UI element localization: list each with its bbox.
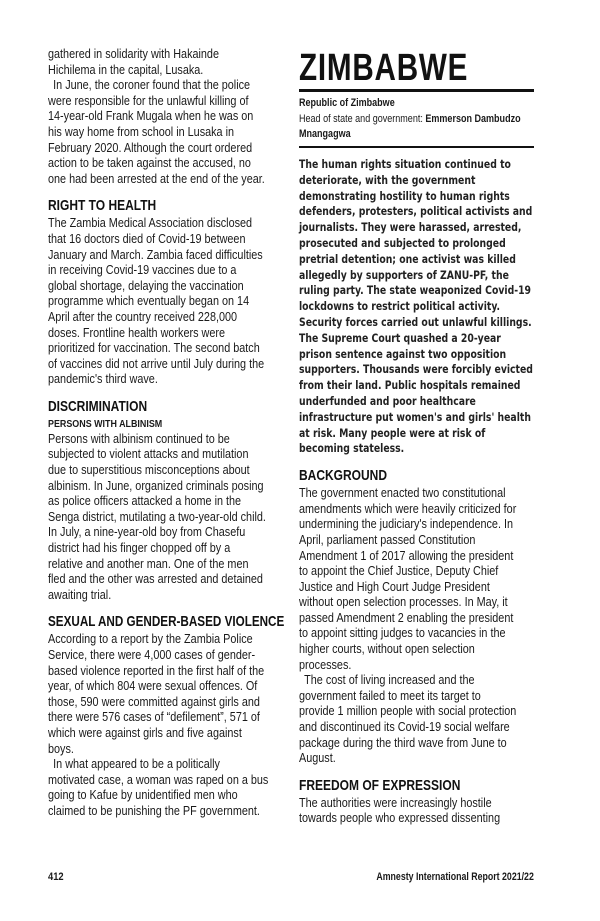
text-line: prosecuted and subjected to prolonged bbox=[299, 236, 506, 250]
text-line: The government enacted two constitutional bbox=[299, 486, 506, 501]
text-line: in receiving Covid-19 vaccines due to a bbox=[48, 263, 237, 278]
right-column bbox=[299, 157, 535, 827]
text-line: prioritized for vaccination. The second batch bbox=[48, 341, 260, 356]
text-line: package during the third wave from June to bbox=[299, 735, 507, 750]
text-line: Security forces carried out unlawful killings. bbox=[299, 315, 532, 329]
text-line: Justice and High Court Judge President bbox=[299, 579, 490, 594]
text-line: at risk. Many people were at risk of bbox=[299, 426, 486, 440]
text-line: April, parliament passed Constitution bbox=[299, 532, 476, 547]
report-title: Amnesty International Report 2021/22 bbox=[376, 871, 534, 883]
text-line: to appoint the Chief Justice, Deputy Chief bbox=[299, 564, 499, 579]
head-of-state-name: Emmerson Dambudzo bbox=[425, 112, 521, 125]
text-line: The human rights situation continued to bbox=[299, 158, 511, 171]
text-line: going to Kafue by unidentified men who bbox=[48, 788, 238, 803]
left-column bbox=[48, 47, 284, 820]
country-title: ZIMBABWE bbox=[299, 47, 469, 89]
title-rule bbox=[299, 89, 534, 92]
text-line: defenders, protesters, political activists and bbox=[299, 205, 533, 219]
info-rule bbox=[299, 146, 534, 148]
text-line: The Supreme Court quashed a 20-year bbox=[299, 331, 501, 345]
text-line: pretrial detention; one activist was killed bbox=[299, 252, 516, 266]
text-line: due to superstitious misconceptions about bbox=[48, 463, 250, 478]
text-line: programme which eventually began on 14 bbox=[48, 294, 250, 309]
country-info bbox=[299, 96, 535, 143]
text-line: doses. Frontline health workers were bbox=[48, 325, 225, 340]
text-line: gathered in solidarity with Hakainde bbox=[48, 47, 219, 61]
text-line: Service, there were 4,000 cases of gender- bbox=[48, 648, 256, 662]
text-line: February 2020. Although the court ordered bbox=[48, 140, 253, 155]
paragraph bbox=[299, 486, 535, 673]
paragraph bbox=[48, 78, 284, 187]
paragraph bbox=[48, 432, 284, 604]
text-line: In what appeared to be a politically bbox=[53, 757, 220, 772]
text-line: ruling party. The state weaponized Covid-19 bbox=[299, 284, 532, 298]
text-line: higher courts, without open selection bbox=[299, 642, 475, 657]
section-heading: RIGHT TO HEALTH bbox=[48, 197, 157, 215]
text-line: subjected to violent attacks and mutilation bbox=[48, 447, 249, 462]
text-line: demonstrating hostility to human rights bbox=[299, 189, 510, 203]
text-line: deteriorate, with the government bbox=[299, 173, 476, 187]
text-line: processes. bbox=[299, 657, 352, 672]
head-of-state-label: Head of state and government: bbox=[299, 112, 426, 125]
text-line: boys. bbox=[48, 741, 74, 756]
text-line: undermining the judiciary's independence. In bbox=[299, 517, 514, 532]
text-line: his way home from school in Lusaka in bbox=[48, 124, 235, 139]
paragraph bbox=[48, 757, 284, 819]
text-line: The Zambia Medical Association disclosed bbox=[48, 216, 253, 231]
text-line: In July, a nine-year-old boy from Chasefu bbox=[48, 525, 246, 540]
section-heading: DISCRIMINATION bbox=[48, 397, 148, 415]
paragraph bbox=[48, 632, 284, 757]
text-line: without open selection processes. In May, it bbox=[299, 595, 508, 610]
text-line: becoming stateless. bbox=[299, 442, 405, 456]
text-line: those, 590 were committed against girls and bbox=[48, 694, 260, 709]
text-line: fled and the other was arrested and detained bbox=[48, 572, 263, 587]
text-line: journalists. They were harassed, arrested, bbox=[299, 221, 522, 235]
text-line: The cost of living increased and the bbox=[304, 673, 475, 688]
text-line: In June, the coroner found that the police bbox=[53, 78, 251, 93]
text-line: motivated case, a woman was raped on a bus bbox=[48, 772, 269, 787]
text-line: infrastructure put women's and girls' health bbox=[299, 410, 531, 424]
text-line: 14-year-old Frank Mugala when he was on bbox=[48, 109, 254, 124]
text-line: passed Amendment 2 enabling the president bbox=[299, 610, 514, 625]
text-line: one had been arrested at the end of the year. bbox=[48, 171, 265, 186]
text-line: as police officers attacked a home in the bbox=[48, 494, 242, 509]
text-line: albinism. In June, organized criminals posing bbox=[48, 478, 264, 493]
text-line: relative and another man. One of the men bbox=[48, 556, 249, 571]
text-line: supporters. Thousands were forcibly evicted bbox=[299, 363, 533, 377]
head-of-state-name-cont: Mnangagwa bbox=[299, 128, 351, 140]
text-line: January and March. Zambia faced difficulties bbox=[48, 247, 263, 262]
text-line: from their land. Public hospitals remained bbox=[299, 379, 521, 393]
paragraph bbox=[48, 47, 284, 78]
text-line: underfunded and poor healthcare bbox=[299, 394, 476, 408]
text-line: to appoint sitting judges to vacancies in the bbox=[299, 626, 506, 641]
intro-paragraph bbox=[299, 157, 535, 457]
section-heading: FREEDOM OF EXPRESSION bbox=[299, 776, 461, 794]
text-line: Hichilema in the capital, Lusaka. bbox=[48, 62, 204, 77]
text-line: Senga district, mutilating a two-year-old child. bbox=[48, 509, 266, 524]
text-line: and discontinued its Covid-19 social welfare bbox=[299, 720, 510, 735]
text-line: amendments which were heavily criticized for bbox=[299, 501, 517, 516]
paragraph bbox=[48, 216, 284, 388]
text-line: were responsible for the unlawful killing of bbox=[48, 93, 249, 108]
text-line: The authorities were increasingly hostile bbox=[299, 795, 492, 810]
text-line: of vaccines did not arrive until July during the bbox=[48, 356, 265, 371]
section-heading: SEXUAL AND GENDER-BASED VIOLENCE bbox=[48, 613, 285, 631]
text-line: which were against girls and five against bbox=[48, 725, 242, 740]
text-line: that 16 doctors died of Covid-19 between bbox=[48, 231, 246, 246]
text-line: August. bbox=[299, 751, 336, 766]
text-line: Amendment 1 of 2017 allowing the president bbox=[299, 548, 514, 563]
text-line: district had his finger chopped off by a bbox=[48, 541, 231, 556]
text-line: claimed to be punishing the PF government. bbox=[48, 803, 260, 818]
text-line: lockdowns to restrict political activity. bbox=[299, 300, 501, 314]
text-line: awaiting trial. bbox=[48, 587, 112, 602]
text-line: year, of which 804 were sexual offences. Of bbox=[48, 679, 258, 694]
text-line: pandemic's third wave. bbox=[48, 372, 158, 387]
text-line: Persons with albinism continued to be bbox=[48, 431, 230, 446]
text-line: prison sentence against two opposition bbox=[299, 347, 507, 361]
paragraph bbox=[299, 796, 535, 827]
subsection-heading: PERSONS WITH ALBINISM bbox=[48, 417, 163, 430]
text-line: According to a report by the Zambia Police bbox=[48, 632, 253, 647]
page-number: 412 bbox=[48, 871, 64, 883]
official-name: Republic of Zimbabwe bbox=[299, 97, 395, 109]
text-line: based violence reported in the first half of the bbox=[48, 663, 265, 678]
text-line: towards people who expressed dissenting bbox=[299, 811, 501, 826]
paragraph bbox=[299, 673, 535, 767]
section-heading: BACKGROUND bbox=[299, 467, 387, 485]
text-line: provide 1 million people with social protection bbox=[299, 704, 517, 719]
text-line: government failed to meet its target to bbox=[299, 688, 481, 703]
text-line: action to be taken against the accused, no bbox=[48, 156, 251, 171]
text-line: allegedly by supporters of ZANU-PF, the bbox=[299, 268, 509, 282]
text-line: global shortage, delaying the vaccination bbox=[48, 278, 244, 293]
text-line: April after the country received 228,000 bbox=[48, 309, 238, 324]
text-line: there were 576 cases of “defilement”, 571 of bbox=[48, 710, 260, 725]
